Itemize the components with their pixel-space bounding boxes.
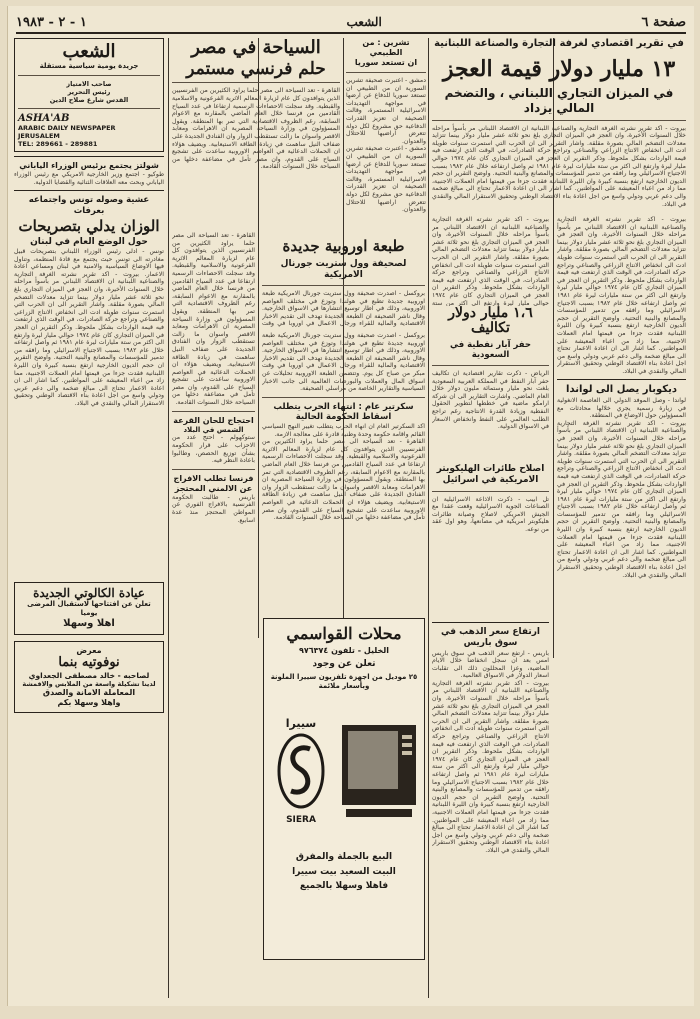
masthead-strip [16,12,686,34]
saudi-subhead: حفر آبار نفطية في السعودية [450,339,531,361]
lead-body-continued: بيروت - اكد تقرير نشرته الغرفة التجارية والصناعية اللبنانية ان الاقتصاد اللبناني مر بأسوأ مراحله خلال السنوات الأخيرة، وان العجز في الميزان التجاري بلغ نحو ثلاثة عشر مليار دولار بينما تتزايد معدلات التضخم المالي بصورة مقلقة. واشار التقرير الى ان الحرب التي استمرت سنوات طويلة ادت الى انخفاض الانتاج الزراعي والصناعي وتراجع حركة الصادرات، في الوقت الذي ارتفعت فيه قيمة الواردات بشكل ملحوظ. وذكر التقرير ان العجز في الميزان التجاري كان عام ١٩٧٤ حوالي مليار ليرة وارتفع الى اكثر من ستة مليارات ليرة عام ١٩٨١ ثم واصل ارتفاعه خلال عام ١٩٨٢ بسبب الاجتياح الاسرائيلي وما رافقه من تدمير للمؤسسات والمصانع والبنية التحتية. واوضح التقرير ان حجم الديون الخارجية ارتفع بنسبة كبيرة وان الليرة اللبنانية فقدت جزءا من قيمتها امام العملات الاجنبية، مما زاد من اعباء المعيشة على المواطنين. كما اشار الى ان اعادة الاعمار تحتاج الى مبالغ ضخمة والى دعم عربي ودولي واسع من اجل اعادة بناء الاقتصاد الوطني وتحقيق الاستقرار المالي والنقدي في البلاد. [557,216,686,375]
helicopters-headline: اصلاح طائرات الهليكوبتر الامريكية في اسرائيل [436,464,545,486]
column-rule [168,38,169,998]
exhibit-line: لدينا تشكيلة واسعة من الملابس والاقمشة [22,679,156,688]
television-icon [340,721,418,821]
lead-kicker: في تقرير اقتصادي لغرفة التجارة والصناعة اللبنانية [434,38,684,49]
wsj-body-continued: بروكسل - اصدرت صحيفة وول ستريت جورنال الامريكية طبعة اوروبية جديدة تطبع في هولندا وتوزع في مختلف العواصم الاوروبية، وذلك في اطار توسيع انتشارها في الاسواق الخارجية. وقال ناشر الصحيفة ان الطبعة الجديدة تهدف الى تقديم الاخبار الاقتصادية والمالية للقراء ورجال الاعمال في اوروبا في وقت مبكر من صباح كل يوم. وتتضمن الطبعة الاوروبية تحليلات عن اسواق المال والعملات والبورصات العالمية الى جانب الاخبار السياسية والتقارير الخاصة من مراسلي الصحيفة. [262,332,425,393]
lead-continuation [557,216,686,966]
ad-tagline: تعلن عن وجود [312,658,376,669]
ussr-headline: فرنسا تطلب الافراج عن الالمني المحتجز [173,473,254,493]
clinic-title: عيادة الكالوتي الجديدة [33,586,145,601]
lead-side-column [432,216,549,306]
ad-line4: البيت السعيد بيت سييرا [292,866,396,877]
wazzan-body [14,248,164,578]
tourism-body-more: القاهرة - تعد السياحة الى مصر حلما يراود الكثيرين من الفرنسيين الذين يتوافدون كل عام لزيارة المعالم الاثرية الفرعونية والاسلامية والقبطية. وقد سجلت الاحصاءات الرسمية ارتفاعا في عدد السياح القادمين من فرنسا خلال العام الماضي بالمقارنة مع الاعوام السابقة، رغم الظروف الاقتصادية التي تمر بها المنطقة. ويقول المسؤولون في وزارة السياحة المصرية ان الاهرامات ومعابد الاقصر واسوان ما زالت تستقطب الزوار وان الفنادق الجديدة على ضفاف النيل ساهمت في زيادة الطاقة الاستيعابية. ويضيف هؤلاء ان الحملات الدعائية في العواصم الاوروبية ساعدت على تشجيع السياح على القدوم، وان مصر تأمل في مضاعفة دخلها من السياحة خلال السنوات القادمة. [172,232,255,407]
ad-title: محلات القواسمي [286,624,402,643]
lead-subhead: في الميزان التجاري اللبناني ، والتضخم المالي يزداد [444,85,674,115]
newspaper-page [7,6,694,1006]
lead-article [432,38,686,208]
english-name: ASHA'AB [18,112,70,124]
ad-phone: الخليل - تلفون ٩٧٦٣٧٤ [298,645,390,655]
saudi-body: الرياض - ذكرت تقارير اقتصادية ان تكاليف حفر آبار النفط في المملكة العربية السعودية بلغت نحو مليار وستمائة مليون دولار خلال العام الماضي. واشارت التقارير الى ان شركة ارامكو ماضية في خططها لتطوير الحقول النفطية وزيادة القدرة الانتاجية رغم تراجع الطلب العالمي على النفط وانخفاض الاسعار في الاسواق الدولية. [432,370,549,431]
left-center-column [172,232,255,612]
gulf-headline: ديكوبار يصل الى لواندا [566,384,677,396]
gulf-body: لواندا - وصل الموفد الدولي الى العاصمة الانغولية في زيارة رسمية يجري خلالها محادثات مع المسؤولين حول الاوضاع في المنطقة. [557,396,686,420]
syria-headline: ان تستعد سوريا [354,58,418,67]
ad-brand-block [270,717,332,825]
lead-side-body: بيروت - اكد تقرير نشرته الغرفة التجارية والصناعية اللبنانية ان الاقتصاد اللبناني مر بأسوأ مراحله خلال السنوات الأخيرة، وان العجز في الميزان التجاري بلغ نحو ثلاثة عشر مليار دولار بينما تتزايد معدلات التضخم المالي بصورة مقلقة. واشار التقرير الى ان الحرب التي استمرت سنوات طويلة ادت الى انخفاض الانتاج الزراعي والصناعي وتراجع حركة الصادرات، في الوقت الذي ارتفعت فيه قيمة الواردات بشكل ملحوظ. وذكر التقرير ان العجز في الميزان التجاري كان عام ١٩٧٤ حوالي مليار ليرة وارتفع الى اكثر من ستة [432,216,549,306]
paper-address: القدس شارع صلاح الدين [49,95,129,104]
novelty-advertisement [14,641,164,713]
clinic-tag: اهلا وسهلا [63,617,115,629]
syria-body: دمشق - اعتبرت صحيفة تشرين السورية ان من الطبيعي ان تستعد سوريا للدفاع عن ارضها في مواجهة التهديدات الاسرائيلية المستمرة، وقالت الصحيفة ان تعزيز القدرات الدفاعية حق مشروع لكل دولة تتعرض اراضيها للاحتلال والعدوان. [346,77,426,145]
tourism-headline: حلم فرنسي مستمر [186,58,326,79]
exhibit-slogan: المعاملة الامانة والصدق [42,688,136,698]
ad-line2: وبأسعار ملائمة [318,681,370,690]
editor-label: رئيس التحرير [67,87,111,96]
schultz-body: طوكيو - اجتمع وزير الخارجية الامريكي مع رئيس الوزراء الياباني وبحث معه العلاقات الثنائية والقضايا الدولية. [14,170,164,186]
syria-body-extra: دمشق - اعتبرت صحيفة تشرين السورية ان من الطبيعي ان تستعد سوريا للدفاع عن ارضها في مواجهة التهديدات الاسرائيلية المستمرة، وقالت الصحيفة ان تعزيز القدرات الدفاعية حق مشروع لكل دولة تتعرض اراضيها للاحتلال والعدوان. [346,145,426,214]
tourism-kicker: السياحة في مصر [191,38,321,58]
clinic-advertisement [14,582,164,635]
siera-logo-icon [276,731,326,811]
ad-line3: البيع بالجملة والمفرق [295,852,393,863]
paper-masthead-box [14,38,164,152]
gold-article [432,618,549,918]
lebanon-body: اكد السكرتير العام ان انهاء الحرب يتطلب تغيير النهج السياسي القائم واقامة حكومة وحدة وطنية قادرة على معالجة الازمة. [262,423,425,438]
english-tel: TEL: 289661 - 289881 [18,139,98,148]
left-column [14,38,164,998]
exhibit-welcome: واهلا وسهلا بكم [57,698,121,708]
sweden-body: ستوكهولم - احتج عدد من الاحزاب على قرار الحكومة بشأن توزيع الحصص، وطالبوا باعادة النظر فيه. [172,434,255,465]
wsj-body: بروكسل - اصدرت صحيفة وول ستريت جورنال الامريكية طبعة اوروبية جديدة تطبع في هولندا وتوزع في مختلف العواصم الاوروبية، وذلك في اطار توسيع انتشارها في الاسواق الخارجية. وقال ناشر الصحيفة ان الطبعة الجديدة تهدف الى تقديم الاخبار الاقتصادية والمالية للقراء ورجال الاعمال في اوروبا في وقت [262,290,425,328]
page-date: ١ - ٢ - ١٩٨٣ [16,14,87,30]
wazzan-kicker: عشية وصوله تونس واجتماعه بعرفات [28,195,150,216]
qawasmi-advertisement [263,618,425,960]
helicopters-article [432,464,549,609]
saudi-article [432,306,549,456]
wsj-headline: لصحيفة وول ستريت جورنال الامريكية [280,258,407,280]
newspaper-name: الشعب [346,15,382,29]
publisher-label: صاحب الامتياز [66,79,112,88]
sweden-headline: احتجاج للحان القرعة [173,415,254,425]
helicopters-body: تل ابيب - ذكرت الاذاعة الاسرائيلية ان الصناعات الجوية الاسرائيلية وقعت عقدا مع الجيش الامريكي لاصلاح وصيانة طائرات هليكوبتر امريكية في مصانعها، وهو اول عقد من نوعه. [432,495,549,533]
exhibit-title: نوفوتيه بنما [58,655,120,671]
exhibit-owner: لصاحبه - خالد مصطفى الجعداوي [28,670,150,680]
gold-headline: ارتفاع سعر الذهب في سوق باريس [440,627,540,649]
lead-body-extra: بيروت - اكد تقرير نشرته الغرفة التجارية والصناعية اللبنانية ان الاقتصاد اللبناني مر بأسوأ مراحله خلال السنوات الأخيرة، وان العجز في الميزان التجاري بلغ نحو ثلاثة عشر مليار دولار بينما تتزايد معدلات التضخم المالي بصورة مقلقة. واشار التقرير الى ان الحرب التي استمرت سنوات طويلة ادت الى انخفاض الانتاج الزراعي والصناعي وتراجع حركة الصادرات، في الوقت الذي ارتفعت فيه قيمة الواردات بشكل ملحوظ. وذكر التقرير ان العجز في الميزان التجاري كان عام ١٩٧٤ حوالي مليار ليرة وارتفع الى اكثر من ستة مليارات ليرة عام ١٩٨١ ثم واصل ارتفاعه خلال عام ١٩٨٢ بسبب الاجتياح الاسرائيلي وما رافقه من تدمير للمؤسسات والمصانع والبنية التحتية. واوضح التقرير ان حجم الديون الخارجية ارتفع بنسبة كبيرة وان الليرة اللبنانية فقدت جزءا من قيمتها امام العملات الاجنبية، مما زاد من اعباء المعيشة على المواطنين. كما اشار الى ان اعادة الاعمار تحتاج الى مبالغ ضخمة والى دعم عربي ودولي واسع من اجل اعادة بناء الاقتصاد الوطني وتحقيق الاستقرار المالي والنقدي في البلاد. [432,679,549,854]
lead-body: بيروت - اكد تقرير نشرته الغرفة التجارية والصناعية اللبنانية ان الاقتصاد اللبناني مر بأسوأ مراحله خلال السنوات الأخيرة، وان العجز في الميزان التجاري بلغ نحو ثلاثة عشر مليار دولار بينما تتزايد معدلات التضخم المالي بصورة مقلقة. واشار التقرير الى ان الحرب التي استمرت سنوات طويلة ادت الى انخفاض الانتاج الزراعي والصناعي وتراجع حركة الصادرات، في الوقت الذي ارتفعت فيه قيمة الواردات بشكل ملحوظ. وذكر التقرير ان العجز في الميزان التجاري كان عام ١٩٧٤ حوالي مليار ليرة وارتفع الى اكثر من ستة مليارات ليرة عام ١٩٨١ ثم واصل ارتفاعه خلال عام ١٩٨٢ بسبب الاجتياح الاسرائيلي وما رافقه من تدمير للمؤسسات والمصانع والبنية التحتية. واوضح التقرير ان حجم الديون الخارجية ارتفع بنسبة كبيرة وان الليرة اللبنانية فقدت جزءا من قيمتها امام العملات الاجنبية، مما زاد من اعباء المعيشة على المواطنين. كما اشار الى ان اعادة الاعمار تحتاج الى مبالغ ضخمة والى دعم عربي ودولي واسع من اجل اعادة بناء الاقتصاد الوطني وتحقيق الاستقرار المالي والنقدي في البلاد. [432,124,686,208]
wazzan-body-text: تونس - ادلى رئيس الوزراء اللبناني بتصريحات قبيل مغادرته الى تونس حيث يجتمع مع قادة المنظمة، وتناول فيها الاوضاع السياسية والامنية في لبنان ومساعي اعادة الاعمار. [14,248,164,278]
saudi-headline: ١،٦ مليار دولار تكاليف [448,306,533,337]
sweden-subhead: الشمس في البلاد [183,425,244,434]
tourism-body: القاهرة - تعد السياحة الى مصر حلما يراود الكثيرين من الفرنسيين الذين يتوافدون كل عام لزيارة المعالم الاثرية الفرعونية والاسلامية والقبطية. وقد سجلت الاحصاءات الرسمية ارتفاعا في عدد السياح القادمين من فرنسا خلال العام الماضي بالمقارنة مع الاعوام السابقة، رغم الظروف الاقتصادية التي تمر بها المنطقة. ويقول المسؤولون في وزارة السياحة المصرية ان الاهرامات ومعابد الاقصر واسوان ما زالت تستقطب الزوار وان الفنادق الجديدة على ضفاف النيل ساهمت في زيادة الطاقة الاستيعابية. ويضيف هؤلاء ان الحملات الدعائية في العواصم الاوروبية ساعدت على تشجيع السياح على القدوم، وان مصر تأمل في مضاعفة دخلها من السياحة خلال السنوات القادمة. [172,87,340,171]
wazzan-body-filler: بيروت - اكد تقرير نشرته الغرفة التجارية والصناعية اللبنانية ان الاقتصاد اللبناني مر بأسوأ مراحله خلال السنوات الأخيرة، وان العجز في الميزان التجاري بلغ نحو ثلاثة عشر مليار دولار بينما تتزايد معدلات التضخم المالي بصورة مقلقة. واشار التقرير الى ان الحرب التي استمرت سنوات طويلة ادت الى انخفاض الانتاج الزراعي والصناعي وتراجع حركة الصادرات، في الوقت الذي ارتفعت فيه قيمة الواردات بشكل ملحوظ. وذكر التقرير ان العجز في الميزان التجاري كان عام ١٩٧٤ حوالي مليار ليرة وارتفع الى اكثر من ستة مليارات ليرة عام ١٩٨١ ثم واصل ارتفاعه خلال عام ١٩٨٢ بسبب الاجتياح الاسرائيلي وما رافقه من تدمير للمؤسسات والمصانع والبنية التحتية. واوضح التقرير ان حجم الديون الخارجية ارتفع بنسبة كبيرة وان الليرة اللبنانية فقدت جزءا من قيمتها امام العملات الاجنبية، مما زاد من اعباء المعيشة على المواطنين. كما اشار الى ان اعادة الاعمار تحتاج الى مبالغ ضخمة والى دعم عربي ودولي واسع من اجل اعادة بناء الاقتصاد الوطني وتحقيق الاستقرار المالي والنقدي في البلاد. [14,270,164,407]
clinic-body: تعلن عن افتتاحها لاستقبال المرضى يوميا [27,600,151,618]
wsj-article [262,238,425,328]
paper-logo: الشعب [62,41,116,62]
gold-body: باريس - ارتفع سعر الذهب في سوق باريس امس بعد ان سجل انخفاضا خلال الايام الماضية، وعزا المحللون ذلك الى تقلبات اسعار الدولار في الاسواق العالمية. [432,649,549,680]
ad-line5: فاهلا وسهلا بالجميع [299,880,389,891]
column-rule [428,38,429,998]
syria-kicker: تشرين : من الطبيعي [362,38,410,57]
center-article [262,332,425,612]
lebanon-headline: سكرتير عام : انتهاء الحرب يتطلب اسقاط الحكومة الحالية [273,401,414,423]
wazzan-headline: الوزان يدلي بتصريحات [18,217,160,236]
schultz-kicker: شولتز يجتمع برئيس الوزراء الياباني [19,160,159,170]
ad-brand: سييرا [285,717,317,731]
page-number: صفحة ٦ [641,14,686,30]
lead-headline: ١٣ مليار دولار قيمة العجز [442,55,676,82]
ad-line1: ٢٥ موديل من اجهزة تلفزيون سييرا الملونة [270,672,418,681]
paper-subtitle: جريدة يومية سياسية مستقلة [39,61,139,70]
exhibit-label: معرض [76,646,102,656]
wazzan-subhead: حول الوضع العام في لبنان [30,236,148,247]
tourism-article [172,38,340,228]
english-sub: ARABIC DAILY NEWSPAPER [18,123,116,132]
ad-logo-text: SIERA [286,815,316,826]
lead-body-tail: بيروت - اكد تقرير نشرته الغرفة التجارية والصناعية اللبنانية ان الاقتصاد اللبناني مر بأسوأ مراحله خلال السنوات الأخيرة، وان العجز في الميزان التجاري بلغ نحو ثلاثة عشر مليار دولار بينما تتزايد معدلات التضخم المالي بصورة مقلقة. واشار التقرير الى ان الحرب التي استمرت سنوات طويلة ادت الى انخفاض الانتاج الزراعي والصناعي وتراجع حركة الصادرات، في الوقت الذي ارتفعت فيه قيمة الواردات بشكل ملحوظ. وذكر التقرير ان العجز في الميزان التجاري كان عام ١٩٧٤ حوالي مليار ليرة وارتفع الى اكثر من ستة مليارات ليرة عام ١٩٨١ ثم واصل ارتفاعه خلال عام ١٩٨٢ بسبب الاجتياح الاسرائيلي وما رافقه من تدمير للمؤسسات والمصانع والبنية التحتية. واوضح التقرير ان حجم الديون الخارجية ارتفع بنسبة كبيرة وان الليرة اللبنانية فقدت جزءا من قيمتها امام العملات الاجنبية، مما زاد من اعباء المعيشة على المواطنين. كما اشار الى ان اعادة الاعمار تحتاج الى مبالغ ضخمة والى دعم عربي ودولي واسع من اجل اعادة بناء الاقتصاد الوطني وتحقيق الاستقرار المالي والنقدي في البلاد. [557,419,686,579]
ussr-body: باريس - طالبت الحكومة الفرنسية بالافراج الفوري عن المواطن المحتجز منذ عدة اسابيع. [172,493,255,524]
tourism-body-continued: القاهرة - تعد السياحة الى مصر حلما يراود الكثيرين من الفرنسيين الذين يتوافدون كل عام لزيارة المعالم الاثرية الفرعونية والاسلامية والقبطية. وقد سجلت الاحصاءات الرسمية ارتفاعا في عدد السياح القادمين من فرنسا خلال العام الماضي بالمقارنة مع الاعوام السابقة، رغم الظروف الاقتصادية التي تمر بها المنطقة. ويقول المسؤولون في وزارة السياحة المصرية ان الاهرامات ومعابد الاقصر واسوان ما زالت تستقطب الزوار وان الفنادق الجديدة على ضفاف النيل ساهمت في زيادة الطاقة الاستيعابية. ويضيف هؤلاء ان الحملات الدعائية في العواصم الاوروبية ساعدت على تشجيع السياح على القدوم، وان مصر تأمل في مضاعفة دخلها من السياحة خلال السنوات القادمة. [262,438,425,522]
wsj-kicker: طبعة اوروبية جديدة [282,238,405,255]
english-city: JERUSALEM [18,131,60,140]
ad-visual-row [270,696,418,846]
